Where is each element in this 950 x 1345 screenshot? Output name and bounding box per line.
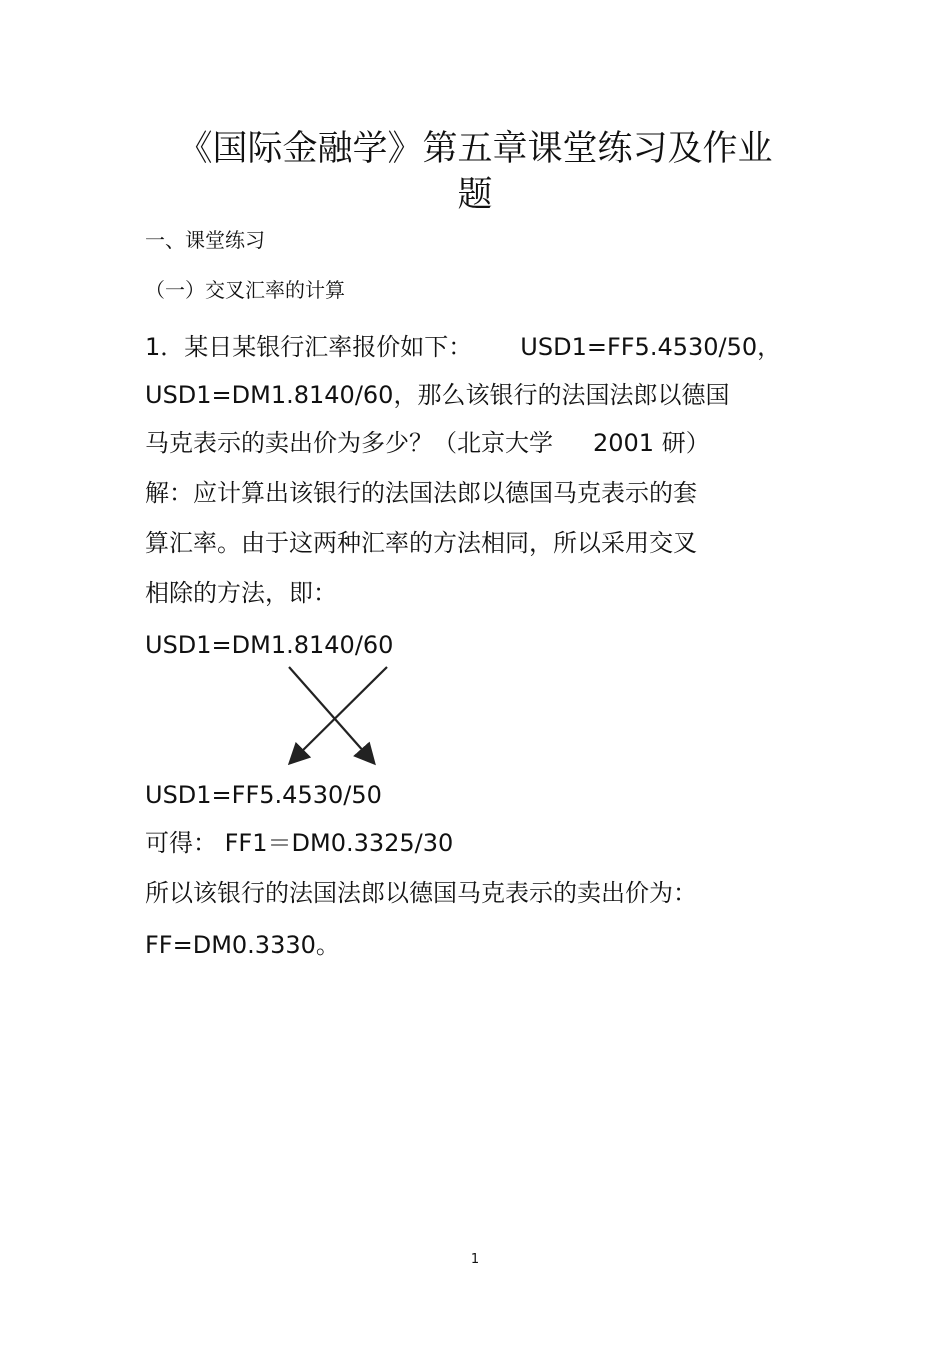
rate-usd-dm: USD1=DM1.8140/60: [145, 631, 394, 659]
rate-usd-ff: USD1=FF5.4530/50: [145, 781, 382, 809]
document-title-line2: 题: [457, 175, 493, 215]
page-number: 1: [470, 1252, 480, 1267]
cross-division-arrows: [280, 662, 400, 772]
question-source: 2001 研）: [593, 429, 710, 457]
section-heading: 一、课堂练习: [145, 228, 265, 252]
question-line-1: [145, 330, 781, 364]
question-intro: 1．某日某银行汇率报价如下：: [145, 333, 473, 361]
question-text: 马克表示的卖出价为多少？（北京大学: [145, 429, 553, 457]
quote-ff: USD1=FF5.4530/50，: [520, 333, 782, 361]
arrow-down-right: [289, 667, 373, 762]
question-line-3: [145, 426, 710, 460]
answer-line-3: 相除的方法，即：: [145, 579, 337, 607]
document-title-line1: 《国际金融学》第五章课堂练习及作业: [177, 129, 773, 169]
subsection-heading: （一）交叉汇率的计算: [145, 278, 345, 302]
final-answer: FF=DM0.3330。: [145, 931, 340, 959]
arrow-down-left: [291, 667, 387, 762]
answer-line-1: 解：应计算出该银行的法国法郎以德国马克表示的套: [145, 479, 697, 507]
answer-line-2: 算汇率。由于这两种汇率的方法相同，所以采用交叉: [145, 529, 697, 557]
conclusion-line: 所以该银行的法国法郎以德国马克表示的卖出价为：: [145, 879, 697, 907]
question-line-2: USD1=DM1.8140/60，那么该银行的法国法郎以德国: [145, 381, 730, 409]
result-line: 可得： FF1＝DM0.3325/30: [145, 829, 454, 857]
